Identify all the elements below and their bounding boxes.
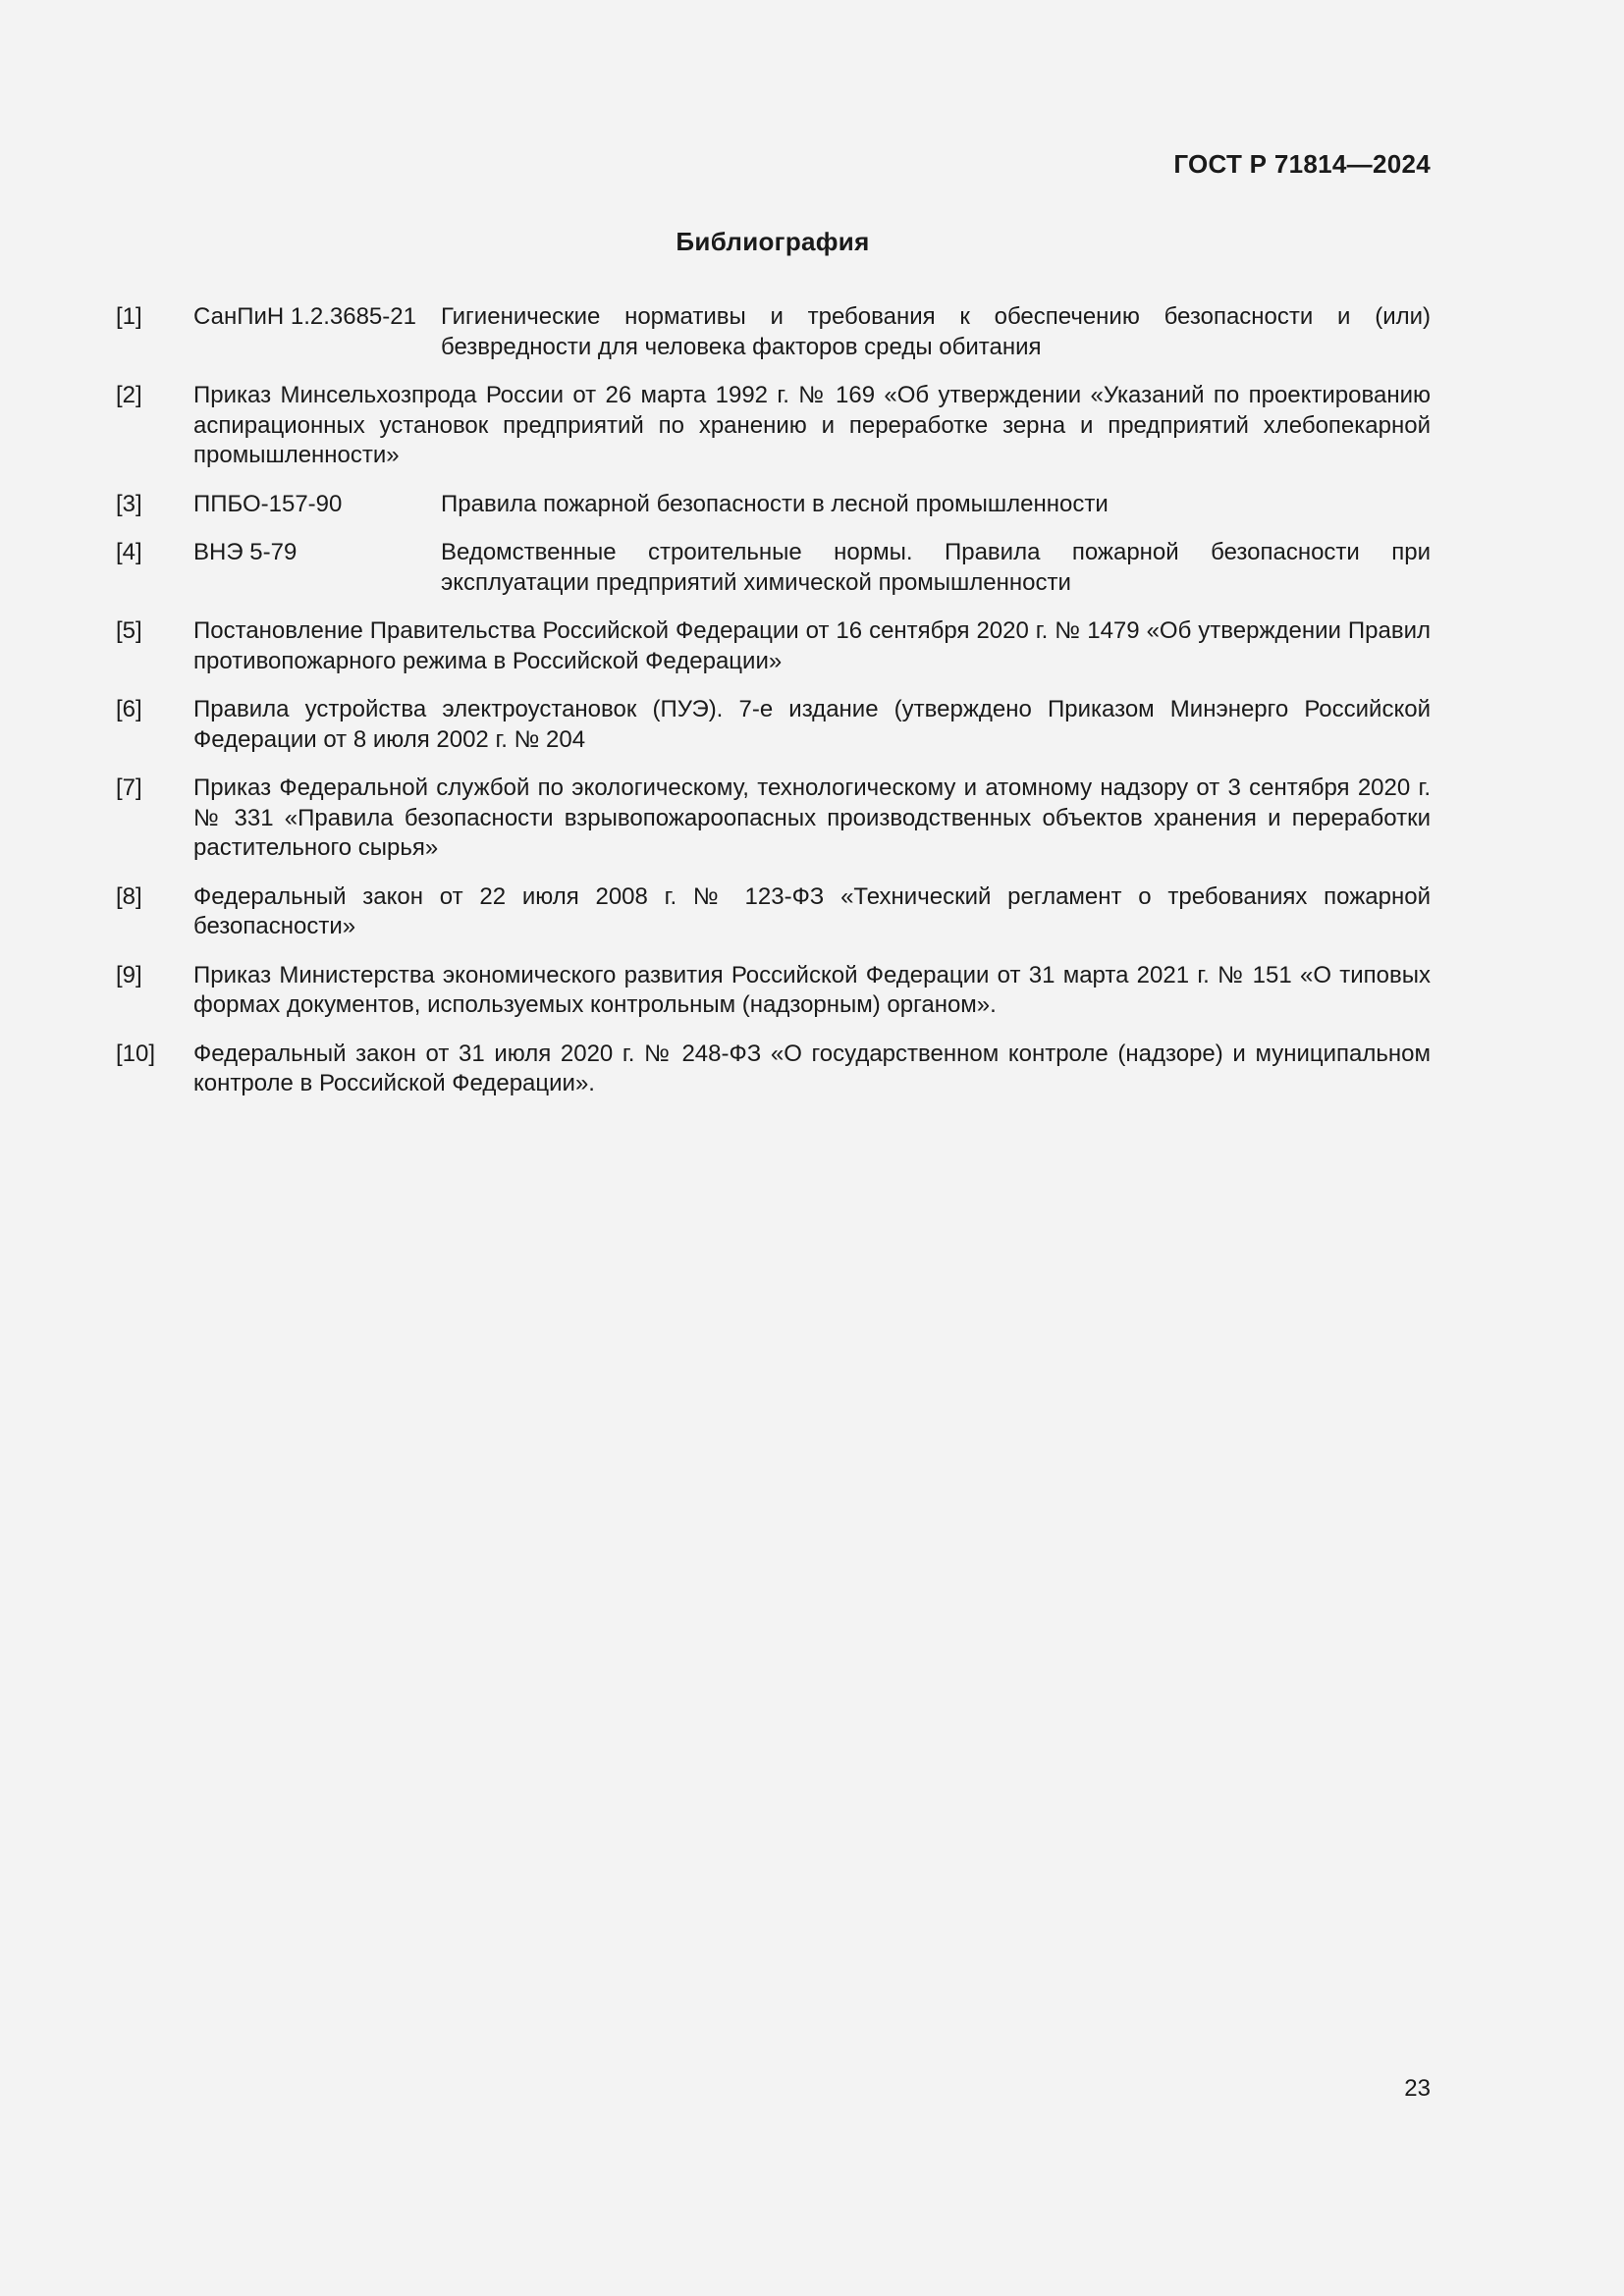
entry-text: Постановление Правительства Российской Федерации от 16 сентября 2020 г. № 1479 «Об утверждении Правил противопожарного режима в Российской Федерации»: [193, 617, 1431, 674]
entry-code: СанПиН 1.2.3685-21: [193, 303, 416, 330]
entry-number: [7]: [116, 774, 142, 801]
bibliography-entry: [116, 381, 1431, 471]
entry-number: [3]: [116, 490, 142, 517]
entry-text: Приказ Министерства экономического развития Российской Федерации от 31 марта 2021 г. № 151 «О типовых формах документов, используемых контрольным (надзорным) органом».: [193, 961, 1431, 1018]
entry-text: Гигиенические нормативы и требования к обеспечению безопасности и (или) безвредности для человека факторов среды обитания: [441, 303, 1431, 360]
bibliography-entry: [116, 882, 1431, 942]
entry-code: ВНЭ 5-79: [193, 539, 298, 565]
entry-text: Приказ Минсельхозпрода России от 26 марта 1992 г. № 169 «Об утверждении «Указаний по проектированию аспирационных установок предприятий по хранению и переработке зерна и предприятий хлебопекарной промышленности»: [193, 382, 1431, 468]
entry-number: [8]: [116, 882, 142, 910]
bibliography-entry: [116, 961, 1431, 1021]
entry-text: Правила устройства электроустановок (ПУЭ). 7-е издание (утверждено Приказом Минэнерго Российской Федерации от 8 июля 2002 г. № 204: [193, 696, 1431, 753]
section-title: Библиография: [676, 227, 870, 256]
entry-number: [9]: [116, 961, 142, 988]
entry-code: ППБО-157-90: [193, 490, 343, 517]
bibliography-list: [116, 302, 1431, 1118]
entry-number: [6]: [116, 696, 142, 722]
entry-number: [5]: [116, 617, 142, 644]
entry-number: [4]: [116, 539, 142, 565]
document-code: ГОСТ Р 71814—2024: [1173, 149, 1431, 179]
bibliography-entry: [116, 302, 1431, 362]
entry-text: Ведомственные строительные нормы. Правила пожарной безопасности при эксплуатации предприятий химической промышленности: [441, 539, 1431, 596]
entry-text: Приказ Федеральной службой по экологическому, технологическому и атомному надзору от 3 сентября 2020 г. № 331 «Правила безопасности взрывопожароопасных производственных объектов хранения и переработки растительного сырья»: [193, 774, 1431, 861]
bibliography-entry: [116, 538, 1431, 598]
entry-text: Правила пожарной безопасности в лесной промышленности: [441, 490, 1109, 517]
bibliography-entry: [116, 1040, 1431, 1099]
bibliography-entry: [116, 616, 1431, 676]
bibliography-entry: [116, 490, 1431, 520]
entry-text: Федеральный закон от 31 июля 2020 г. № 248-ФЗ «О государственном контроле (надзоре) и муниципальном контроле в Российской Федерации».: [193, 1040, 1431, 1096]
entry-number: [2]: [116, 382, 142, 408]
bibliography-entry: [116, 774, 1431, 864]
entry-number: [1]: [116, 303, 142, 330]
page-number: 23: [1404, 2075, 1431, 2102]
entry-text: Федеральный закон от 22 июля 2008 г. № 123-ФЗ «Технический регламент о требованиях пожарной безопасности»: [193, 882, 1431, 939]
bibliography-entry: [116, 695, 1431, 755]
entry-number: [10]: [116, 1040, 156, 1067]
